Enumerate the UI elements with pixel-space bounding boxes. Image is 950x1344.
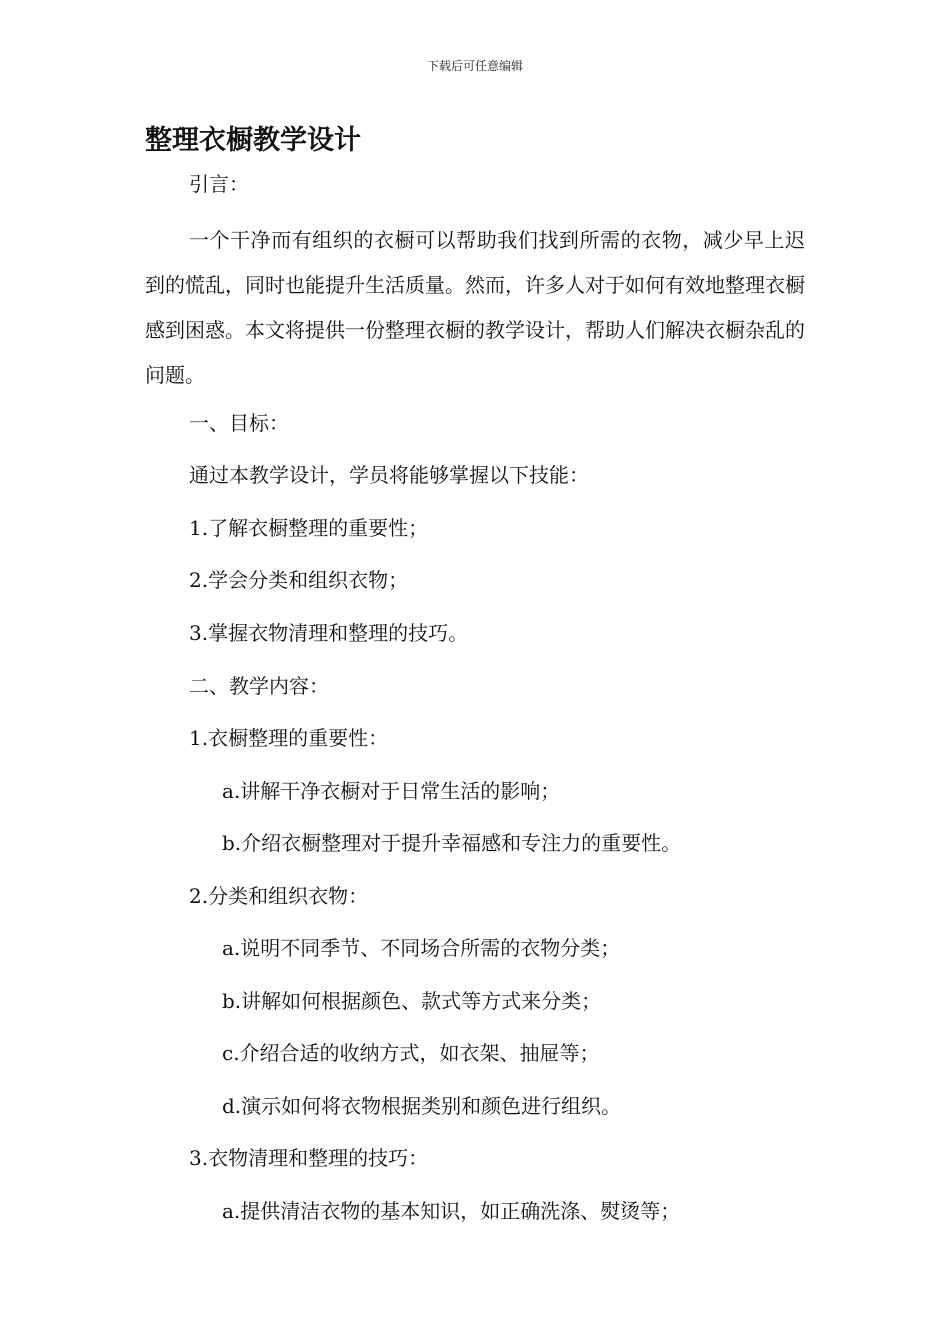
topic-subitem: b.介绍衣橱整理对于提升幸福感和专注力的重要性。 (222, 831, 682, 855)
section-heading-content: 二、教学内容： (189, 674, 329, 698)
goal-item: 2.学会分类和组织衣物； (189, 568, 409, 592)
topic-subitem: a.提供清洁衣物的基本知识，如正确洗涤、熨烫等； (222, 1199, 681, 1223)
topic-title: 2.分类和组织衣物： (189, 884, 369, 908)
document-title: 整理衣橱教学设计 (145, 125, 361, 156)
topic-subitem: a.讲解干净衣橱对于日常生活的影响； (222, 779, 561, 803)
topic-subitem: c.介绍合适的收纳方式，如衣架、抽屉等； (222, 1041, 600, 1065)
goal-item: 3.掌握衣物清理和整理的技巧。 (189, 621, 469, 645)
topic-title: 1.衣橱整理的重要性： (189, 726, 389, 750)
topic-subitem: a.说明不同季节、不同场合所需的衣物分类； (222, 936, 621, 960)
topic-subitem: d.演示如何将衣物根据类别和颜色进行组织。 (222, 1094, 622, 1118)
intro-paragraph: 一个干净而有组织的衣橱可以帮助我们找到所需的衣物，减少早上迟到的慌乱，同时也能提升生活质量。然而，许多人对于如何有效地整理衣橱感到困惑。本文将提供一份整理衣橱的教学设计，帮助人们解决衣橱杂乱的问题。 (145, 228, 805, 387)
goals-lead: 通过本教学设计，学员将能够掌握以下技能： (189, 463, 589, 487)
intro-label: 引言： (189, 172, 249, 196)
section-heading-goals: 一、目标： (189, 411, 289, 435)
topic-subitem: b.讲解如何根据颜色、款式等方式来分类； (222, 989, 602, 1013)
header-note: 下载后可任意编辑 (426, 59, 523, 73)
goal-item: 1.了解衣橱整理的重要性； (189, 516, 429, 540)
topic-title: 3.衣物清理和整理的技巧： (189, 1146, 429, 1170)
